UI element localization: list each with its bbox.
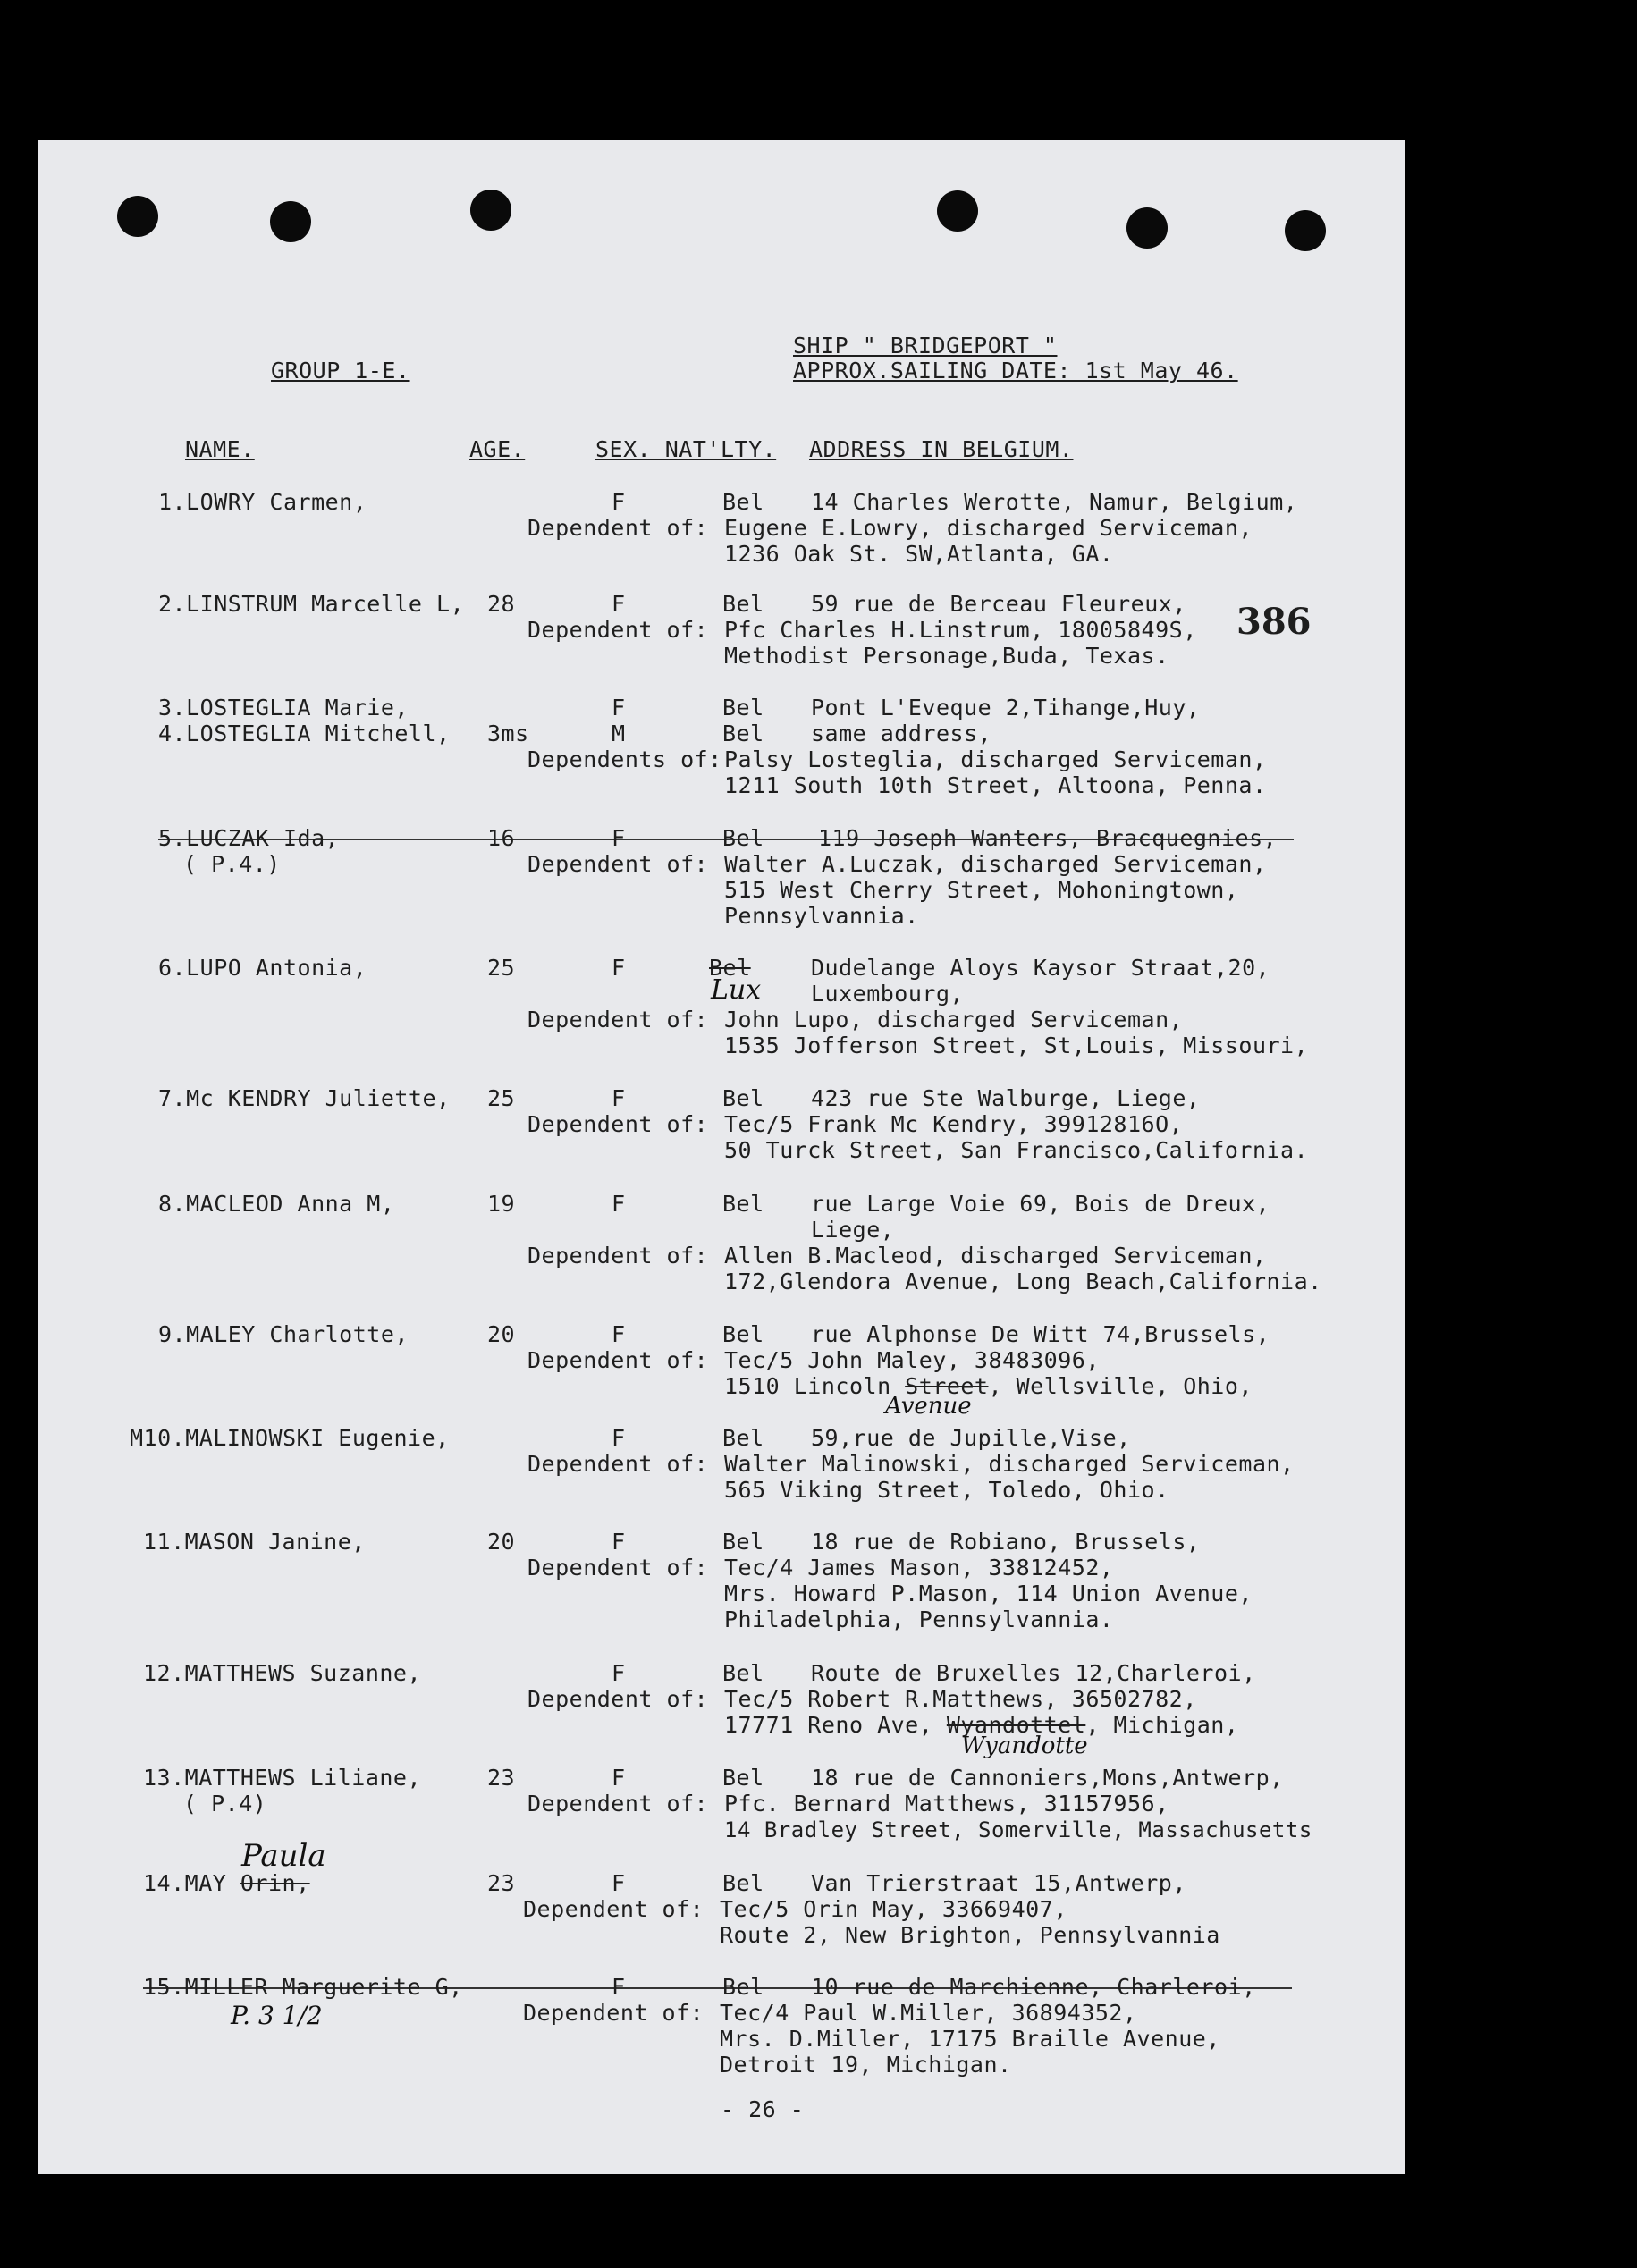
- entry-age: 20: [487, 1321, 516, 1347]
- entry-address: 59,rue de Jupille,Vise,: [811, 1425, 1131, 1451]
- entry-sponsor: John Lupo, discharged Serviceman,: [724, 1007, 1184, 1033]
- entry-age: 23: [487, 1765, 516, 1791]
- entry-sex: F: [612, 1974, 626, 2000]
- entry-name: 15.MILLER Marguerite G,: [143, 1974, 463, 2000]
- entry-address: 10 rue de Marchienne, Charleroi,: [811, 1974, 1256, 2000]
- entry-natlty: Bel: [722, 1974, 764, 2000]
- entry-sponsor-address: Route 2, New Brighton, Pennsylvannia: [720, 1922, 1220, 1948]
- entry-sponsor: Eugene E.Lowry, discharged Serviceman,: [724, 515, 1253, 541]
- address-part: 1510 Lincoln: [724, 1373, 906, 1399]
- entry-address: Van Trierstraat 15,Antwerp,: [811, 1870, 1186, 1896]
- entry-sex: F: [612, 1085, 626, 1111]
- entry-age: 20: [487, 1529, 516, 1555]
- punch-hole: [937, 190, 978, 232]
- entry-sponsor-address: 14 Bradley Street, Somerville, Massachusetts: [724, 1817, 1312, 1842]
- entry-sex: F: [612, 955, 626, 981]
- entry-natlty: Bel: [722, 489, 764, 515]
- entry-sponsor: Walter A.Luczak, discharged Serviceman,: [724, 851, 1267, 877]
- entry-name: 9.MALEY Charlotte,: [158, 1321, 409, 1347]
- entry-name: [143, 1870, 310, 1897]
- entry-address: 423 rue Ste Walburge, Liege,: [811, 1085, 1201, 1111]
- entry-dependent-label: Dependent of:: [527, 1111, 709, 1137]
- entry-name: 7.Mc KENDRY Juliette,: [158, 1085, 451, 1111]
- entry-dependent-label: Dependents of:: [527, 746, 722, 772]
- entry-natlty: Bel: [722, 1870, 764, 1896]
- entry-sponsor-address: 1535 Jofferson Street, St,Louis, Missouri,: [724, 1033, 1309, 1058]
- entry-name: 6.LUPO Antonia,: [158, 955, 367, 981]
- entry-sponsor: Tec/4 Paul W.Miller, 36894352,: [720, 2000, 1137, 2026]
- handwritten-correction: Wyandotte: [961, 1733, 1088, 1759]
- entry-sponsor: Allen B.Macleod, discharged Serviceman,: [724, 1243, 1267, 1269]
- col-age: AGE.: [469, 436, 526, 462]
- entry-name: 12.MATTHEWS Suzanne,: [143, 1660, 422, 1686]
- entry-name: 13.MATTHEWS Liliane,: [143, 1765, 422, 1791]
- struck-word: Wyandottel: [946, 1712, 1086, 1738]
- struck-word: Orin,: [240, 1870, 310, 1896]
- entry-sex: F: [612, 1529, 626, 1555]
- entry-address: Pont L'Eveque 2,Tihange,Huy,: [811, 695, 1201, 721]
- entry-name-note: ( P.4): [183, 1791, 267, 1817]
- ship-name: SHIP " BRIDGEPORT ": [793, 333, 1058, 358]
- entry-natlty: Bel: [722, 1425, 764, 1451]
- entry-name: 5.LUCZAK Ida,: [158, 825, 340, 851]
- entry-dependent-label: Dependent of:: [527, 1347, 709, 1373]
- entry-address: Route de Bruxelles 12,Charleroi,: [811, 1660, 1256, 1686]
- entry-address: 18 rue de Robiano, Brussels,: [811, 1529, 1201, 1555]
- punch-hole: [1126, 207, 1168, 249]
- entry-natlty: Bel: [722, 1529, 764, 1555]
- entry-sponsor-address: Mrs. D.Miller, 17175 Braille Avenue,: [720, 2026, 1220, 2052]
- entry-age: 25: [487, 1085, 516, 1111]
- entry-address: 18 rue de Cannoniers,Mons,Antwerp,: [811, 1765, 1284, 1791]
- entry-sponsor-address: Detroit 19, Michigan.: [720, 2052, 1012, 2078]
- col-name: NAME.: [185, 436, 255, 462]
- entry-dependent-label: Dependent of:: [527, 851, 709, 877]
- entry-natlty: Bel: [722, 825, 764, 851]
- entry-sponsor: Tec/5 Frank Mc Kendry, 39912816O,: [724, 1111, 1184, 1137]
- entry-sex: F: [612, 489, 626, 515]
- entry-sponsor-address: Methodist Personage,Buda, Texas.: [724, 643, 1169, 669]
- page-number: - 26 -: [721, 2096, 805, 2122]
- entry-sponsor-address: Philadelphia, Pennsylvannia.: [724, 1606, 1114, 1632]
- entry-natlty: Bel: [722, 1191, 764, 1217]
- entry-sponsor-address: 565 Viking Street, Toledo, Ohio.: [724, 1477, 1169, 1503]
- entry-name: 11.MASON Janine,: [143, 1529, 366, 1555]
- entry-sex: F: [612, 695, 626, 721]
- name-part: 14.MAY: [143, 1870, 240, 1896]
- entry-sponsor: Tec/5 Robert R.Matthews, 36502782,: [724, 1686, 1197, 1712]
- entry-sponsor-address: 1236 Oak St. SW,Atlanta, GA.: [724, 541, 1114, 567]
- page-stamp-number: 386: [1236, 601, 1312, 643]
- entry-dependent-label: Dependent of:: [523, 2000, 705, 2026]
- entry-sponsor-address: 515 West Cherry Street, Mohoningtown,: [724, 877, 1239, 903]
- handwritten-correction: Lux: [711, 974, 762, 1006]
- entry-natlty: Bel: [722, 1660, 764, 1686]
- entry-sex: F: [612, 1660, 626, 1686]
- entry-age: 23: [487, 1870, 516, 1896]
- entry-dependent-label: Dependent of:: [523, 1896, 705, 1922]
- address-part: , Michigan,: [1085, 1712, 1239, 1738]
- entry-natlty: Bel: [722, 721, 764, 746]
- entry-address: rue Large Voie 69, Bois de Dreux,: [811, 1191, 1270, 1217]
- entry-name: 2.LINSTRUM Marcelle L,: [158, 591, 465, 617]
- entry-address: rue Alphonse De Witt 74,Brussels,: [811, 1321, 1270, 1347]
- entry-natlty: Bel: [722, 1085, 764, 1111]
- entry-sex: F: [612, 1321, 626, 1347]
- col-sex-natlty: SEX. NAT'LTY.: [595, 436, 777, 462]
- entry-address: same address,: [811, 721, 992, 746]
- entry-dependent-label: Dependent of:: [527, 617, 709, 643]
- entry-sponsor-address: Mrs. Howard P.Mason, 114 Union Avenue,: [724, 1581, 1253, 1606]
- entry-age: 3ms: [487, 721, 529, 746]
- entry-natlty: Bel: [722, 1765, 764, 1791]
- entry-sponsor: Pfc Charles H.Linstrum, 18005849S,: [724, 617, 1197, 643]
- entry-dependent-label: Dependent of:: [527, 1686, 709, 1712]
- entry-sponsor-address: 172,Glendora Avenue, Long Beach,California.: [724, 1269, 1322, 1294]
- entry-address: Dudelange Aloys Kaysor Straat,20,: [811, 955, 1270, 981]
- group-heading: GROUP 1-E.: [271, 358, 410, 384]
- entry-sponsor: Palsy Losteglia, discharged Serviceman,: [724, 746, 1267, 772]
- punch-hole: [470, 190, 511, 231]
- punch-hole: [270, 201, 311, 242]
- entry-name: M10.MALINOWSKI Eugenie,: [130, 1425, 450, 1451]
- entry-name: 3.LOSTEGLIA Marie,: [158, 695, 409, 721]
- punch-hole: [117, 196, 158, 237]
- entry-dependent-label: Dependent of:: [527, 515, 709, 541]
- address-part: 17771 Reno Ave,: [724, 1712, 947, 1738]
- entry-age: 25: [487, 955, 516, 981]
- entry-dependent-label: Dependent of:: [527, 1007, 709, 1033]
- entry-sex: F: [612, 825, 626, 851]
- entry-address: 59 rue de Berceau Fleureux,: [811, 591, 1186, 617]
- col-address: ADDRESS IN BELGIUM.: [809, 436, 1074, 462]
- entry-name-note: ( P.4.): [183, 851, 281, 877]
- handwritten-correction: Paula: [241, 1838, 326, 1874]
- entry-sponsor: Tec/5 John Maley, 38483096,: [724, 1347, 1100, 1373]
- handwritten-correction: Avenue: [885, 1393, 972, 1420]
- entry-dependent-label: Dependent of:: [527, 1791, 709, 1817]
- entry-sponsor-address: 1211 South 10th Street, Altoona, Penna.: [724, 772, 1267, 798]
- address-part: , Wellsville, Ohio,: [988, 1373, 1253, 1399]
- entry-age: 16: [487, 825, 516, 851]
- entry-dependent-label: Dependent of:: [527, 1451, 709, 1477]
- entry-address: Liege,: [811, 1217, 895, 1243]
- entry-sex: F: [612, 1870, 626, 1896]
- entry-address: Luxembourg,: [811, 981, 965, 1007]
- entry-address: 119 Joseph Wanters, Bracquegnies,: [818, 825, 1278, 851]
- entry-dependent-label: Dependent of:: [527, 1555, 709, 1581]
- entry-sponsor-address: Pennsylvannia.: [724, 903, 919, 929]
- punch-hole: [1285, 210, 1326, 251]
- entry-age: 19: [487, 1191, 516, 1217]
- entry-name: 1.LOWRY Carmen,: [158, 489, 367, 515]
- entry-address: 14 Charles Werotte, Namur, Belgium,: [811, 489, 1298, 515]
- entry-dependent-label: Dependent of:: [527, 1243, 709, 1269]
- entry-sponsor: Tec/4 James Mason, 33812452,: [724, 1555, 1114, 1581]
- entry-natlty: Bel: [709, 955, 751, 981]
- entry-sex: F: [612, 1425, 626, 1451]
- entry-sponsor: Pfc. Bernard Matthews, 31157956,: [724, 1791, 1169, 1817]
- entry-name: 8.MACLEOD Anna M,: [158, 1191, 395, 1217]
- entry-sponsor-address: [724, 1373, 1253, 1400]
- entry-sex: F: [612, 591, 626, 617]
- sailing-date: APPROX.SAILING DATE: 1st May 46.: [793, 358, 1238, 384]
- entry-sponsor-address: 50 Turck Street, San Francisco,California.: [724, 1137, 1309, 1163]
- entry-sex: F: [612, 1765, 626, 1791]
- entry-sponsor: Tec/5 Orin May, 33669407,: [720, 1896, 1067, 1922]
- struck-word: Street: [905, 1373, 989, 1399]
- entry-sex: F: [612, 1191, 626, 1217]
- entry-sponsor: Walter Malinowski, discharged Serviceman,: [724, 1451, 1295, 1477]
- entry-natlty: Bel: [722, 591, 764, 617]
- handwritten-note: P. 3 1/2: [231, 2001, 323, 2030]
- entry-natlty: Bel: [722, 695, 764, 721]
- entry-natlty: Bel: [722, 1321, 764, 1347]
- entry-sex: M: [612, 721, 626, 746]
- entry-age: 28: [487, 591, 516, 617]
- entry-name: 4.LOSTEGLIA Mitchell,: [158, 721, 451, 746]
